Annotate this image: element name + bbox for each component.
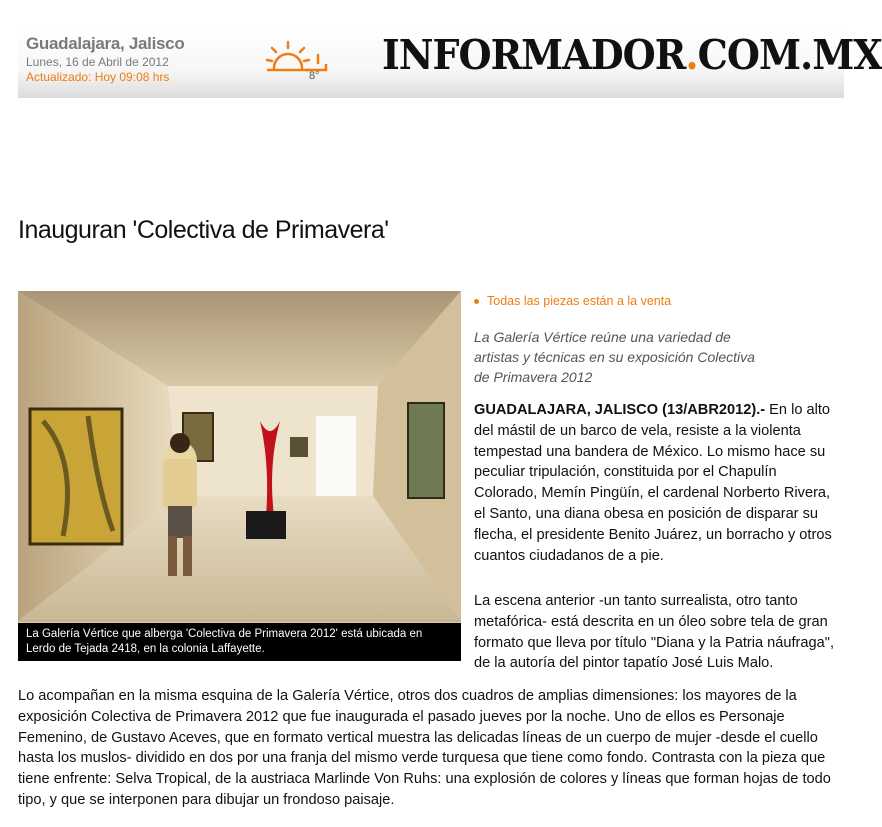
related-link-text[interactable]: Todas las piezas están a la venta	[487, 294, 672, 308]
paragraph-2: La escena anterior -un tanto surrealista, otro tanto metafórica- está descrita en un óleo sobre tela de gran formato que lleva por título "Diana y la Patria náufraga", de la autoría del pintor tapatío José Luis Malo.	[474, 593, 834, 672]
article-title: Inauguran 'Colectiva de Primavera'	[18, 216, 389, 244]
brand-main: INFORMADOR	[382, 30, 686, 79]
brand-tld: COM.MX	[697, 30, 882, 79]
article-photo	[18, 291, 461, 661]
header-updated: Actualizado: Hoy 09:08 hrs	[26, 70, 170, 84]
paragraph-3: Lo acompañan en la misma esquina de la Galería Vértice, otros dos cuadros de amplias dimensiones: los mayores de la exposición Colectiva de Primavera 2012 que fue inaugurada el pasado jueves por la noche. Uno de ellos es Personaje Femenino, de Gustavo Aceves, que en formato vertical muestra las delicadas líneas de un cuerpo de mujer -desde el cuello hasta los muslos- dividido en dos por una franja del mismo verde turquesa que tiene como fondo. Contrasta con la pieza que tiene enfrente: Selva Tropical, de la austriaca Marlinde Von Ruhs: una explosión de colores y líneas que forman hojas de todo tipo, y que se interponen para dibujar un frondoso paisaje.	[18, 688, 831, 808]
temperature-label: 8°	[309, 70, 320, 82]
brand-dot: .	[685, 30, 698, 79]
site-header	[18, 28, 882, 98]
related-link[interactable]	[474, 294, 671, 308]
header-date: Lunes, 16 de Abril de 2012	[26, 55, 169, 69]
gallery-image	[18, 291, 461, 661]
dateline: GUADALAJARA, JALISCO (13/ABR2012).-	[474, 402, 766, 418]
brand-logo[interactable]	[382, 30, 882, 79]
sun-icon	[266, 34, 336, 84]
article-lede: La Galería Vértice reúne una variedad de artistas y técnicas en su exposición Colectiva de Primavera 2012	[474, 329, 755, 385]
photo-caption: La Galería Vértice que alberga 'Colectiva de Primavera 2012' está ubicada en Lerdo de Tejada 2418, en la colonia Laffayette.	[18, 623, 461, 661]
paragraph-1-text: En lo alto del mástil de un barco de vela, resiste a la violenta tempestad una bandera de México. Lo mismo hace su peculiar tripulación, constituida por el Chapulín Colorado, Memín Pingüín, el cardenal Norberto Rivera, el Santo, una diana obesa en posición de disparar su flecha, el presidente Benito Juárez, un borracho y otros cuantos ciudadanos de a pie.	[474, 402, 832, 564]
bullet-icon	[474, 299, 479, 304]
paragraph-1	[474, 400, 834, 566]
weather-widget[interactable]	[266, 34, 336, 84]
header-city: Guadalajara, Jalisco	[26, 34, 185, 53]
